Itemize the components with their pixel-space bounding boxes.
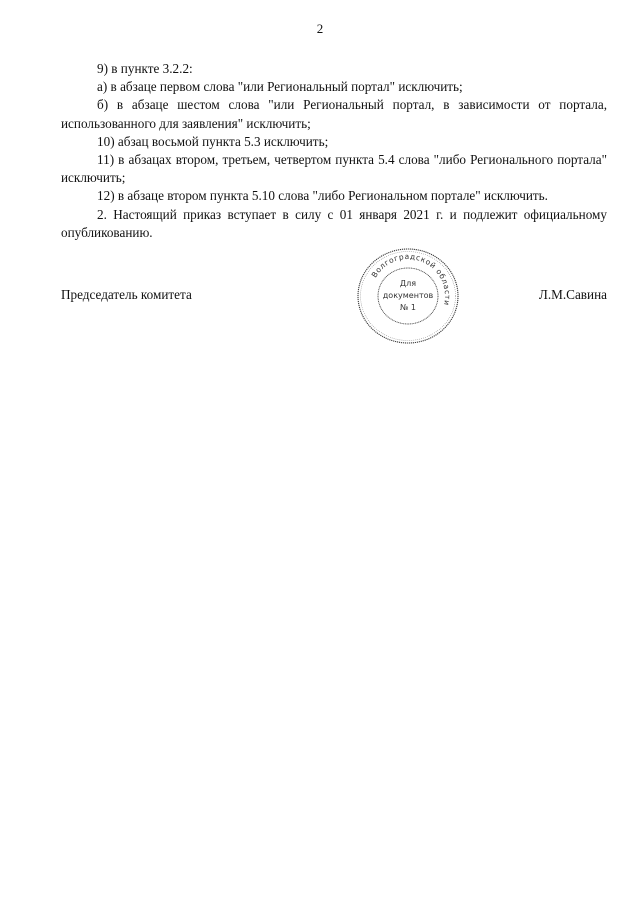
paragraph-subitem-b: б) в абзаце шестом слова "или Региональный портал, в зависимости от портала, использованного для заявления" исключить; (61, 97, 607, 131)
seal-line-2: документов (382, 291, 434, 300)
seal-icon (355, 246, 461, 346)
signatory-title: Председатель комитета (61, 287, 192, 302)
paragraph-item-9: 9) в пункте 3.2.2: (97, 61, 193, 76)
page-number: 2 (316, 21, 324, 36)
seal-ring-text: Волгоградской области (369, 251, 453, 307)
paragraph-subitem-a: а) в абзаце первом слова "или Региональный портал" исключить; (97, 79, 463, 95)
document-body (61, 60, 607, 242)
signatory-name: Л.М.Савина (538, 287, 607, 302)
paragraph-item-11: 11) в абзацах втором, третьем, четвертом пункта 5.4 слова "либо Регионального портала" исключить; (61, 152, 607, 186)
signature-block (61, 287, 607, 307)
official-seal (355, 246, 461, 346)
paragraph-item-12: 12) в абзаце втором пункта 5.10 слова "либо Региональном портале" исключить. (97, 188, 548, 204)
paragraph-item-10: 10) абзац восьмой пункта 5.3 исключить; (97, 133, 329, 149)
paragraph-clause-2: 2. Настоящий приказ вступает в силу с 01 января 2021 г. и подлежит официальному опубликованию. (61, 206, 607, 240)
seal-line-3: № 1 (400, 303, 416, 312)
seal-line-1: Для (399, 279, 417, 288)
